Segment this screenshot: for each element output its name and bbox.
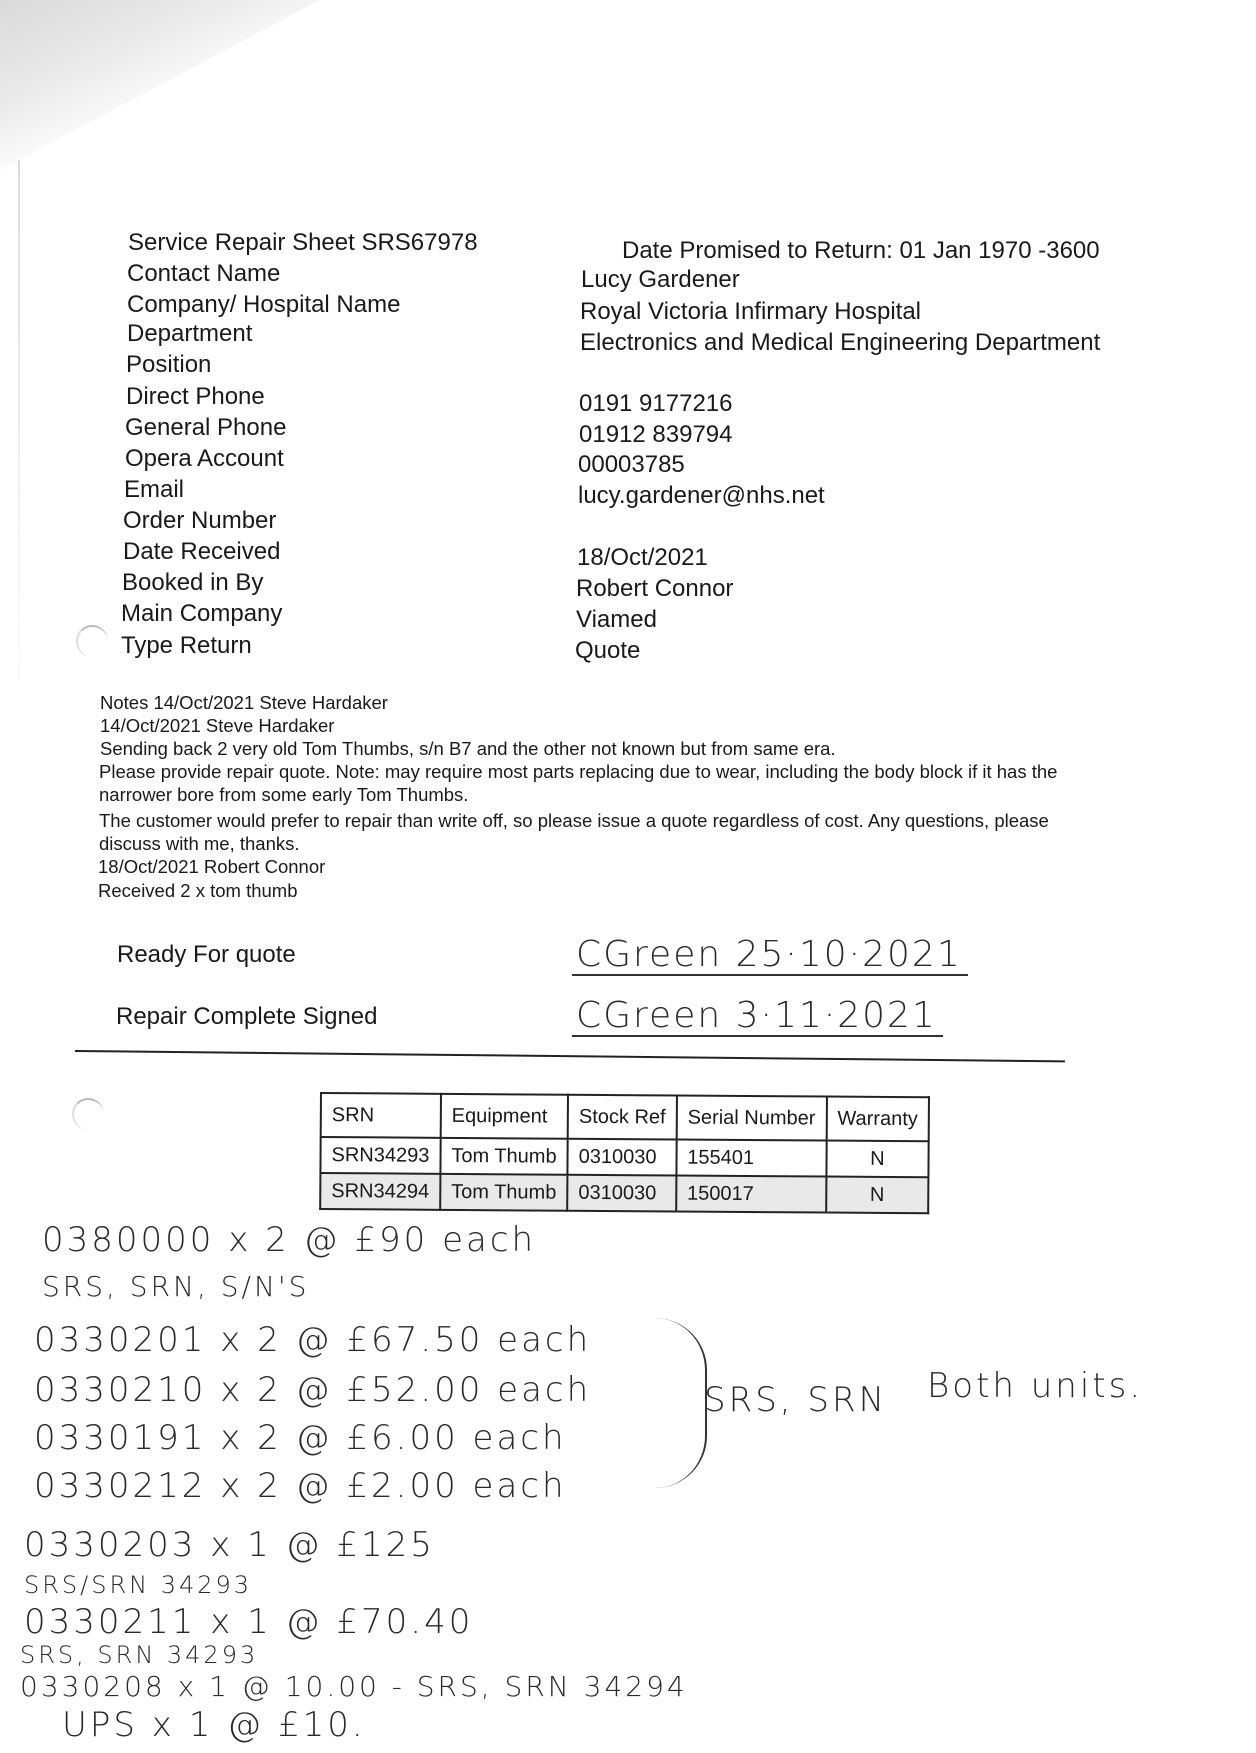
- field-label: General Phone: [125, 414, 287, 441]
- handwritten-line: SRS, SRN: [704, 1380, 888, 1420]
- scan-edge: [18, 160, 20, 720]
- field-label: Type Return: [121, 632, 252, 659]
- field-value: 0191 9177216: [579, 390, 733, 417]
- field-label: Order Number: [123, 507, 277, 534]
- handwritten-line: 0330212 x 2 @ £2.00 each: [34, 1466, 567, 1506]
- note-line: Please provide repair quote. Note: may require most parts replacing due to wear, including the body block if it has the: [99, 761, 1058, 782]
- bracket-mark: [655, 1318, 707, 1488]
- handwritten-line: SRS, SRN, S/N'S: [42, 1270, 310, 1303]
- field-value: Electronics and Medical Engineering Department: [580, 329, 1101, 356]
- note-line: discuss with me, thanks.: [99, 833, 300, 854]
- table-cell: N: [826, 1141, 929, 1178]
- handwritten-line: 0330203 x 1 @ £125: [24, 1525, 435, 1565]
- field-value: Lucy Gardener: [581, 266, 740, 293]
- repair-complete-signature: CGreen 3·11·2021: [572, 997, 943, 1037]
- handwritten-line: 0330201 x 2 @ £67.50 each: [34, 1320, 592, 1360]
- field-label: Direct Phone: [126, 383, 265, 410]
- handwritten-line: 0330210 x 2 @ £52.00 each: [34, 1370, 592, 1410]
- ready-for-quote-signature: CGreen 25·10·2021: [572, 936, 968, 976]
- field-label: Contact Name: [127, 260, 281, 287]
- table-cell: SRN34294: [320, 1173, 440, 1210]
- note-line: Notes 14/Oct/2021 Steve Hardaker: [100, 692, 388, 713]
- note-line: 18/Oct/2021 Robert Connor: [98, 856, 326, 877]
- ready-for-quote-label: Ready For quote: [117, 941, 296, 968]
- field-value: Viamed: [576, 606, 657, 633]
- field-value: 18/Oct/2021: [577, 544, 708, 571]
- table-row: [320, 1137, 928, 1177]
- handwritten-line: UPS x 1 @ £10.: [62, 1705, 366, 1745]
- table-cell: 0310030: [567, 1175, 676, 1212]
- field-value: Royal Victoria Infirmary Hospital: [580, 298, 922, 325]
- column-header: SRN: [321, 1093, 441, 1138]
- handwritten-line: 0330211 x 1 @ £70.40: [24, 1602, 474, 1642]
- table-row: [320, 1173, 928, 1213]
- field-label: Department: [127, 320, 253, 347]
- repair-complete-label: Repair Complete Signed: [116, 1003, 378, 1030]
- column-header: Stock Ref: [568, 1095, 677, 1140]
- note-line: The customer would prefer to repair than write off, so please issue a quote regardless of cost. Any questions, please: [99, 810, 1049, 831]
- field-value: 01912 839794: [579, 421, 733, 448]
- table-cell: 150017: [676, 1175, 826, 1212]
- field-value: Robert Connor: [576, 575, 734, 602]
- table-cell: Tom Thumb: [440, 1138, 567, 1175]
- field-label: Position: [126, 351, 212, 378]
- scan-mark: [72, 1098, 104, 1130]
- field-label: Main Company: [121, 600, 283, 627]
- field-value: Quote: [575, 637, 641, 664]
- equipment-table: [319, 1092, 930, 1214]
- field-label: Company/ Hospital Name: [127, 291, 401, 318]
- handwritten-line: SRS/SRN 34293: [24, 1571, 253, 1599]
- column-header: Serial Number: [676, 1095, 826, 1140]
- note-line: 14/Oct/2021 Steve Hardaker: [100, 715, 335, 736]
- field-label: Email: [124, 476, 185, 503]
- table-header-row: [321, 1093, 929, 1141]
- field-value: lucy.gardener@nhs.net: [578, 482, 825, 509]
- note-line: Sending back 2 very old Tom Thumbs, s/n B7 and the other not known but from same era.: [100, 738, 836, 759]
- table-cell: SRN34293: [320, 1137, 440, 1174]
- field-label: Date Received: [123, 538, 281, 565]
- date-promised: Date Promised to Return: 01 Jan 1970 -3600: [622, 237, 1100, 264]
- table-cell: 155401: [676, 1139, 826, 1176]
- handwritten-line: SRS, SRN 34293: [20, 1641, 259, 1669]
- handwritten-line: Both units.: [927, 1366, 1144, 1406]
- handwritten-line: 0330208 x 1 @ 10.00 - SRS, SRN 34294: [20, 1670, 688, 1703]
- note-line: Received 2 x tom thumb: [98, 880, 298, 901]
- table-cell: N: [826, 1177, 929, 1214]
- section-divider: [75, 1050, 1065, 1062]
- scan-corner-shadow: [0, 0, 320, 170]
- table-cell: 0310030: [568, 1139, 677, 1176]
- handwritten-line: 0330191 x 2 @ £6.00 each: [34, 1418, 567, 1458]
- note-line: narrower bore from some early Tom Thumbs.: [99, 784, 469, 805]
- column-header: Warranty: [826, 1097, 929, 1142]
- sheet-title: Service Repair Sheet SRS67978: [128, 229, 478, 256]
- table-cell: Tom Thumb: [440, 1174, 567, 1211]
- column-header: Equipment: [441, 1094, 569, 1139]
- field-label: Booked in By: [122, 569, 264, 596]
- field-value: 00003785: [578, 451, 685, 478]
- handwritten-line: 0380000 x 2 @ £90 each: [42, 1220, 537, 1260]
- scan-mark: [76, 625, 108, 657]
- field-label: Opera Account: [125, 445, 284, 472]
